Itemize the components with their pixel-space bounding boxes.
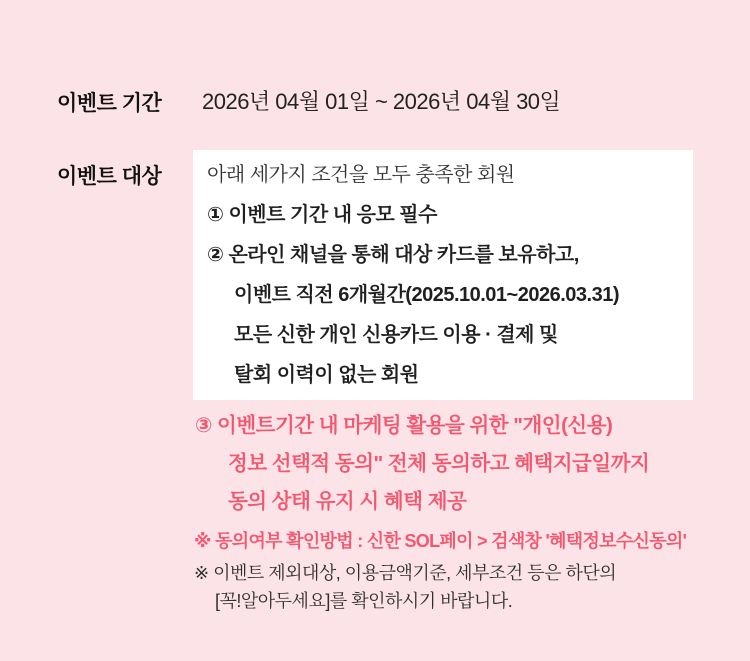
event-period-label: 이벤트 기간: [57, 92, 162, 115]
condition-3-line-1: ③ 이벤트기간 내 마케팅 활용을 위한 "개인(신용): [195, 414, 613, 437]
condition-2-continued-1: 이벤트 직전 6개월간(2025.10.01~2026.03.31): [234, 284, 619, 306]
exclusion-note-block: [194, 559, 616, 615]
event-target-label: 이벤트 대상: [57, 165, 162, 188]
exclusion-note-line-2: [꼭!알아두세요]를 확인하시기 바랍니다.: [215, 591, 513, 611]
conditions-panel: [193, 150, 693, 400]
condition-3-line-3: 동의 상태 유지 시 혜택 제공: [228, 490, 467, 513]
condition-2: ② 온라인 채널을 통해 대상 카드를 보유하고,: [207, 244, 579, 266]
consent-check-note: ※ 동의여부 확인방법 : 신한 SOL페이 > 검색창 '혜택정보수신동의': [194, 531, 687, 551]
condition-2-continued-3: 탈회 이력이 없는 회원: [234, 364, 419, 386]
conditions-intro: 아래 세가지 조건을 모두 충족한 회원: [207, 164, 515, 186]
condition-1: ① 이벤트 기간 내 응모 필수: [207, 204, 437, 226]
condition-3-block: [195, 407, 649, 521]
exclusion-note-line-1: ※ 이벤트 제외대상, 이용금액기준, 세부조건 등은 하단의: [194, 563, 617, 583]
condition-3-line-2: 정보 선택적 동의" 전체 동의하고 혜택지급일까지: [228, 452, 650, 475]
event-period-value: 2026년 04월 01일 ~ 2026년 04월 30일: [202, 89, 561, 114]
condition-2-continued-2: 모든 신한 개인 신용카드 이용 · 결제 및: [234, 324, 558, 346]
